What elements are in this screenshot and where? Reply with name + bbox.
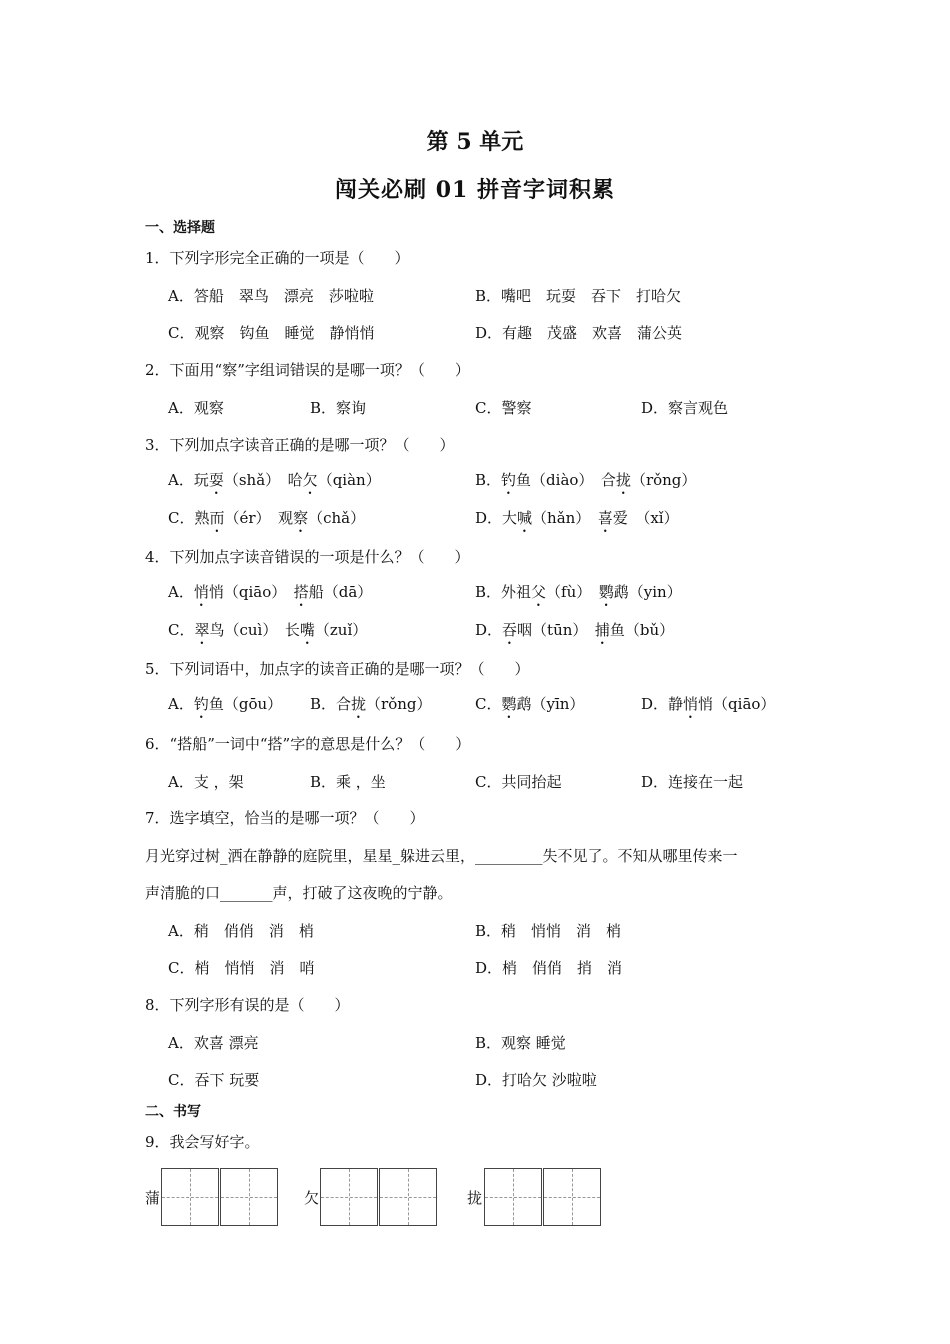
- writing-grid-cell[interactable]: [543, 1168, 601, 1226]
- q5-option-b: B．合拢（rǒng）: [310, 695, 432, 713]
- write-char-2: 欠: [304, 1189, 320, 1207]
- q3-option-d: D．大喊（hǎn） 喜爱 （xǐ）: [475, 509, 679, 527]
- q6-option-c: C．共同抬起: [475, 773, 562, 791]
- q5-option-a: A．钓鱼（gōu）: [168, 695, 283, 713]
- section-choice: 一、选择题: [145, 220, 215, 236]
- q3-stem: 3．下列加点字读音正确的是哪一项？（ ）: [145, 436, 455, 454]
- q1-option-a: A．答船 翠鸟 漂亮 莎啦啦: [168, 287, 374, 305]
- q7-option-d: D．梢 俏俏 捎 消: [475, 959, 623, 977]
- writing-grid-cell[interactable]: [161, 1168, 219, 1226]
- q9-stem: 9．我会写好字。: [145, 1133, 260, 1151]
- q4-option-d: D．吞咽（tūn） 捕鱼（bǔ）: [475, 621, 675, 639]
- q1-option-d: D．有趣 茂盛 欢喜 蒲公英: [475, 324, 683, 342]
- q5-stem: 5．下列词语中，加点字的读音正确的是哪一项？（ ）: [145, 660, 530, 678]
- q1-option-c: C．观察 钩鱼 睡觉 静悄悄: [168, 324, 375, 342]
- section-writing: 二、书写: [145, 1104, 201, 1120]
- q4-stem: 4．下列加点字读音错误的一项是什么？（ ）: [145, 548, 470, 566]
- q8-option-b: B．观察 睡觉: [475, 1034, 566, 1052]
- write-char-1: 蒲: [145, 1189, 161, 1207]
- writing-grid-cell[interactable]: [320, 1168, 378, 1226]
- q2-option-a: A．观察: [168, 399, 224, 417]
- q8-option-c: C．吞下 玩要: [168, 1071, 260, 1089]
- q7-option-c: C．梢 悄悄 消 哨: [168, 959, 315, 977]
- q6-option-a: A．支 ，架: [168, 773, 244, 791]
- q2-stem: 2．下面用“察”字组词错误的是哪一项？（ ）: [145, 361, 470, 379]
- q2-option-b: B．察询: [310, 399, 367, 417]
- unit-title: 第 5 单元: [426, 129, 524, 155]
- q8-option-d: D．打哈欠 沙啦啦: [475, 1071, 597, 1089]
- q7-option-a: A．稍 俏俏 消 梢: [168, 922, 314, 940]
- q5-option-d: D．静悄悄（qiāo）: [641, 695, 776, 713]
- q5-option-c: C．鹦鹉（yīn）: [475, 695, 585, 713]
- q7-option-b: B．稍 悄悄 消 梢: [475, 922, 622, 940]
- q6-option-b: B．乘 ，坐: [310, 773, 386, 791]
- q4-option-b: B．外祖父（fù） 鹦鹉（yin）: [475, 583, 682, 601]
- q3-option-b: B．钓鱼（diào） 合拢（rǒng）: [475, 471, 697, 489]
- page-subtitle: 闯关必刷 01 拼音字词积累: [335, 177, 615, 203]
- q1-stem: 1．下列字形完全正确的一项是（ ）: [145, 249, 410, 267]
- q7-stem: 7．选字填空，恰当的是哪一项？（ ）: [145, 809, 425, 827]
- q6-option-d: D．连接在一起: [641, 773, 744, 791]
- q8-stem: 8．下列字形有误的是（ ）: [145, 996, 350, 1014]
- q4-option-a: A．悄悄（qiāo） 搭船（dā）: [168, 583, 373, 601]
- q7-passage-line1: 月光穿过树_洒在静静的庭院里，星星_躲进云里，_________失不见了。不知从哪里传来一: [145, 847, 738, 865]
- q2-option-d: D．察言观色: [641, 399, 729, 417]
- q6-stem: 6．“搭船”一词中“搭”字的意思是什么？（ ）: [145, 735, 471, 753]
- q3-option-c: C．熟而（ér） 观察（chǎ）: [168, 509, 366, 527]
- q7-passage-line2: 声清脆的口_______声，打破了这夜晚的宁静。: [145, 884, 453, 902]
- writing-grid-cell[interactable]: [379, 1168, 437, 1226]
- q8-option-a: A．欢喜 漂亮: [168, 1034, 259, 1052]
- write-char-3: 拢: [467, 1189, 483, 1207]
- q4-option-c: C．翠鸟（cuì） 长嘴（zuǐ）: [168, 621, 368, 639]
- q2-option-c: C．警察: [475, 399, 532, 417]
- writing-grid-cell[interactable]: [484, 1168, 542, 1226]
- q1-option-b: B．嘴吧 玩耍 吞下 打哈欠: [475, 287, 682, 305]
- q3-option-a: A．玩耍（shǎ） 哈欠（qiàn）: [168, 471, 381, 489]
- writing-grid-cell[interactable]: [220, 1168, 278, 1226]
